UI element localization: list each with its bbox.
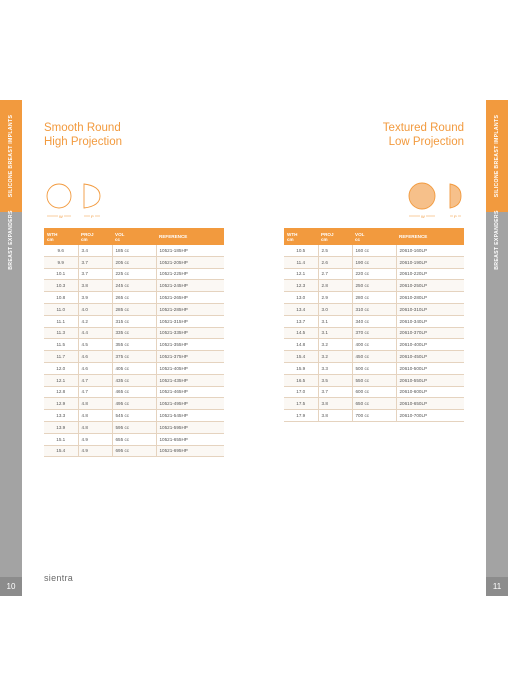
cell-projection: 4.4 bbox=[78, 327, 112, 339]
cell-volume: 335 cc bbox=[112, 327, 156, 339]
table-row bbox=[284, 386, 464, 398]
table-row bbox=[44, 280, 224, 292]
cell-width: 15.1 bbox=[44, 433, 78, 445]
cell-reference: 10521-315HP bbox=[156, 315, 224, 327]
cell-projection: 2.5 bbox=[318, 245, 352, 256]
textured-round-table bbox=[284, 228, 464, 422]
table-row bbox=[44, 386, 224, 398]
col-header-proj: PROJ cm bbox=[78, 228, 112, 245]
cell-volume: 250 cc bbox=[352, 280, 396, 292]
table-row bbox=[284, 339, 464, 351]
cell-projection: 4.6 bbox=[78, 351, 112, 363]
right-title-line1: Textured Round bbox=[382, 122, 464, 134]
textured-round-diagram bbox=[404, 182, 464, 224]
cell-width: 11.3 bbox=[44, 327, 78, 339]
cell-volume: 225 cc bbox=[112, 268, 156, 280]
proj-dim-label: P bbox=[454, 214, 457, 219]
cell-projection: 3.5 bbox=[318, 374, 352, 386]
cell-reference: 20610-650LP bbox=[396, 398, 464, 410]
cell-volume: 185 cc bbox=[112, 245, 156, 256]
cell-reference: 10521-285HP bbox=[156, 303, 224, 315]
cell-projection: 4.8 bbox=[78, 421, 112, 433]
cell-reference: 20610-220LP bbox=[396, 268, 464, 280]
table-row bbox=[44, 256, 224, 268]
cell-volume: 340 cc bbox=[352, 315, 396, 327]
cell-volume: 190 cc bbox=[352, 256, 396, 268]
page-number-right: 11 bbox=[486, 577, 508, 596]
proj-dim-label: P bbox=[91, 214, 94, 219]
table-row bbox=[284, 410, 464, 422]
table-row bbox=[44, 327, 224, 339]
table-row bbox=[44, 410, 224, 422]
cell-projection: 3.2 bbox=[318, 351, 352, 363]
cell-reference: 10521-185HP bbox=[156, 245, 224, 256]
cell-reference: 20610-310LP bbox=[396, 303, 464, 315]
page-number-left: 10 bbox=[0, 577, 22, 596]
table-row bbox=[44, 245, 224, 256]
cell-width: 12.0 bbox=[44, 362, 78, 374]
cell-width: 13.4 bbox=[284, 303, 318, 315]
cell-volume: 465 cc bbox=[112, 386, 156, 398]
left-heading bbox=[44, 121, 122, 149]
cell-projection: 3.7 bbox=[318, 386, 352, 398]
cell-volume: 655 cc bbox=[112, 433, 156, 445]
table-row bbox=[44, 315, 224, 327]
table-row bbox=[284, 315, 464, 327]
width-dim-label: W bbox=[59, 214, 63, 219]
cell-reference: 20610-600LP bbox=[396, 386, 464, 398]
cell-volume: 700 cc bbox=[352, 410, 396, 422]
cell-reference: 20610-340LP bbox=[396, 315, 464, 327]
tab-expanders-label: BREAST EXPANDERS bbox=[494, 210, 500, 270]
col-header-reference: REFERENCE bbox=[396, 228, 464, 245]
cell-width: 12.8 bbox=[44, 386, 78, 398]
cell-reference: 20610-550LP bbox=[396, 374, 464, 386]
cell-volume: 435 cc bbox=[112, 374, 156, 386]
left-title-line1: Smooth Round bbox=[44, 122, 121, 134]
cell-projection: 4.7 bbox=[78, 386, 112, 398]
cell-projection: 3.7 bbox=[78, 268, 112, 280]
cell-width: 10.1 bbox=[44, 268, 78, 280]
cell-projection: 4.2 bbox=[78, 315, 112, 327]
table-header-row bbox=[44, 228, 224, 245]
cell-volume: 550 cc bbox=[352, 374, 396, 386]
cell-projection: 3.1 bbox=[318, 315, 352, 327]
table-row bbox=[284, 256, 464, 268]
cell-projection: 4.7 bbox=[78, 374, 112, 386]
right-heading bbox=[383, 121, 464, 149]
cell-width: 12.9 bbox=[44, 398, 78, 410]
cell-width: 9.6 bbox=[44, 245, 78, 256]
table-row bbox=[44, 351, 224, 363]
cell-volume: 310 cc bbox=[352, 303, 396, 315]
cell-reference: 20610-700LP bbox=[396, 410, 464, 422]
cell-volume: 315 cc bbox=[112, 315, 156, 327]
cell-reference: 10521-375HP bbox=[156, 351, 224, 363]
cell-width: 11.1 bbox=[44, 315, 78, 327]
cell-width: 13.0 bbox=[284, 292, 318, 304]
cell-width: 17.9 bbox=[284, 410, 318, 422]
sientra-logo: sientra bbox=[44, 573, 74, 583]
cell-width: 13.7 bbox=[284, 315, 318, 327]
cell-projection: 4.8 bbox=[78, 398, 112, 410]
tab-expanders-right[interactable] bbox=[486, 212, 508, 577]
cell-reference: 20610-190LP bbox=[396, 256, 464, 268]
cell-reference: 20610-250LP bbox=[396, 280, 464, 292]
cell-width: 10.5 bbox=[284, 245, 318, 256]
cell-projection: 2.9 bbox=[318, 292, 352, 304]
table-row bbox=[44, 445, 224, 457]
tab-silicone-left[interactable] bbox=[0, 100, 22, 212]
cell-width: 9.9 bbox=[44, 256, 78, 268]
table-row bbox=[44, 303, 224, 315]
col-header-proj: PROJ cm bbox=[318, 228, 352, 245]
table-row bbox=[44, 374, 224, 386]
cell-volume: 205 cc bbox=[112, 256, 156, 268]
col-header-reference: REFERENCE bbox=[156, 228, 224, 245]
table-row bbox=[44, 433, 224, 445]
cell-width: 11.4 bbox=[284, 256, 318, 268]
table-row bbox=[44, 339, 224, 351]
cell-width: 13.9 bbox=[44, 421, 78, 433]
cell-width: 10.3 bbox=[44, 280, 78, 292]
cell-width: 17.5 bbox=[284, 398, 318, 410]
cell-volume: 285 cc bbox=[112, 303, 156, 315]
cell-volume: 600 cc bbox=[352, 386, 396, 398]
table-row bbox=[284, 280, 464, 292]
col-header-wth: WTH cm bbox=[284, 228, 318, 245]
cell-volume: 405 cc bbox=[112, 362, 156, 374]
cell-width: 11.5 bbox=[44, 339, 78, 351]
cell-projection: 4.8 bbox=[78, 410, 112, 422]
cell-projection: 3.8 bbox=[318, 398, 352, 410]
cell-reference: 10521-495HP bbox=[156, 398, 224, 410]
tab-silicone-right[interactable] bbox=[486, 100, 508, 212]
table-row bbox=[284, 362, 464, 374]
cell-width: 13.3 bbox=[44, 410, 78, 422]
cell-reference: 10521-355HP bbox=[156, 339, 224, 351]
cell-width: 11.7 bbox=[44, 351, 78, 363]
cell-reference: 10521-265HP bbox=[156, 292, 224, 304]
cell-reference: 10521-245HP bbox=[156, 280, 224, 292]
table-row bbox=[284, 351, 464, 363]
cell-volume: 375 cc bbox=[112, 351, 156, 363]
cell-reference: 10521-655HP bbox=[156, 433, 224, 445]
cell-reference: 10521-405HP bbox=[156, 362, 224, 374]
cell-width: 15.4 bbox=[284, 351, 318, 363]
table-row bbox=[44, 398, 224, 410]
cell-volume: 370 cc bbox=[352, 327, 396, 339]
table-row bbox=[284, 292, 464, 304]
brochure-spread bbox=[0, 100, 508, 596]
cell-reference: 10521-335HP bbox=[156, 327, 224, 339]
table-row bbox=[284, 398, 464, 410]
col-header-wth: WTH cm bbox=[44, 228, 78, 245]
right-title-line2: Low Projection bbox=[388, 136, 464, 148]
tab-expanders-left[interactable] bbox=[0, 212, 22, 577]
cell-projection: 3.4 bbox=[78, 245, 112, 256]
col-header-vol: VOL cc bbox=[352, 228, 396, 245]
col-header-vol: VOL cc bbox=[112, 228, 156, 245]
cell-volume: 495 cc bbox=[112, 398, 156, 410]
cell-volume: 220 cc bbox=[352, 268, 396, 280]
table-row bbox=[44, 292, 224, 304]
cell-volume: 400 cc bbox=[352, 339, 396, 351]
cell-projection: 4.6 bbox=[78, 362, 112, 374]
tab-expanders-label: BREAST EXPANDERS bbox=[8, 210, 14, 270]
cell-volume: 650 cc bbox=[352, 398, 396, 410]
smooth-round-table bbox=[44, 228, 224, 457]
cell-reference: 20610-370LP bbox=[396, 327, 464, 339]
cell-volume: 545 cc bbox=[112, 410, 156, 422]
cell-reference: 10521-545HP bbox=[156, 410, 224, 422]
cell-projection: 4.0 bbox=[78, 303, 112, 315]
cell-width: 15.4 bbox=[44, 445, 78, 457]
cell-projection: 3.7 bbox=[78, 256, 112, 268]
cell-volume: 500 cc bbox=[352, 362, 396, 374]
cell-projection: 2.7 bbox=[318, 268, 352, 280]
cell-reference: 20610-400LP bbox=[396, 339, 464, 351]
cell-projection: 4.5 bbox=[78, 339, 112, 351]
table-row bbox=[44, 268, 224, 280]
cell-volume: 595 cc bbox=[112, 421, 156, 433]
table-row bbox=[44, 362, 224, 374]
smooth-round-diagram bbox=[44, 182, 104, 224]
cell-volume: 245 cc bbox=[112, 280, 156, 292]
table-row bbox=[284, 374, 464, 386]
cell-width: 14.8 bbox=[284, 339, 318, 351]
cell-reference: 10521-465HP bbox=[156, 386, 224, 398]
cell-projection: 3.0 bbox=[318, 303, 352, 315]
cell-projection: 3.3 bbox=[318, 362, 352, 374]
cell-projection: 4.9 bbox=[78, 433, 112, 445]
cell-volume: 450 cc bbox=[352, 351, 396, 363]
table-row bbox=[284, 303, 464, 315]
cell-width: 12.3 bbox=[284, 280, 318, 292]
cell-projection: 3.8 bbox=[318, 410, 352, 422]
cell-volume: 280 cc bbox=[352, 292, 396, 304]
cell-projection: 3.8 bbox=[78, 280, 112, 292]
cell-reference: 20610-160LP bbox=[396, 245, 464, 256]
cell-projection: 2.8 bbox=[318, 280, 352, 292]
cell-reference: 20610-280LP bbox=[396, 292, 464, 304]
left-title-line2: High Projection bbox=[44, 136, 122, 148]
table-row bbox=[284, 327, 464, 339]
cell-width: 10.8 bbox=[44, 292, 78, 304]
cell-reference: 10521-595HP bbox=[156, 421, 224, 433]
cell-projection: 4.9 bbox=[78, 445, 112, 457]
cell-reference: 20610-500LP bbox=[396, 362, 464, 374]
cell-reference: 20610-450LP bbox=[396, 351, 464, 363]
cell-width: 15.9 bbox=[284, 362, 318, 374]
cell-projection: 3.9 bbox=[78, 292, 112, 304]
cell-volume: 355 cc bbox=[112, 339, 156, 351]
tab-silicone-label: SILICONE BREAST IMPLANTS bbox=[494, 114, 500, 198]
cell-width: 11.0 bbox=[44, 303, 78, 315]
cell-projection: 2.6 bbox=[318, 256, 352, 268]
cell-width: 12.1 bbox=[284, 268, 318, 280]
cell-reference: 10521-205HP bbox=[156, 256, 224, 268]
cell-volume: 160 cc bbox=[352, 245, 396, 256]
cell-width: 14.5 bbox=[284, 327, 318, 339]
cell-reference: 10521-435HP bbox=[156, 374, 224, 386]
table-row bbox=[44, 421, 224, 433]
cell-width: 17.0 bbox=[284, 386, 318, 398]
cell-projection: 3.1 bbox=[318, 327, 352, 339]
cell-projection: 3.2 bbox=[318, 339, 352, 351]
cell-reference: 10521-225HP bbox=[156, 268, 224, 280]
table-row bbox=[284, 245, 464, 256]
cell-width: 12.1 bbox=[44, 374, 78, 386]
cell-volume: 695 cc bbox=[112, 445, 156, 457]
width-dim-label: W bbox=[421, 214, 425, 219]
cell-reference: 10521-695HP bbox=[156, 445, 224, 457]
tab-silicone-label: SILICONE BREAST IMPLANTS bbox=[8, 114, 14, 198]
cell-width: 16.5 bbox=[284, 374, 318, 386]
cell-volume: 265 cc bbox=[112, 292, 156, 304]
table-header-row bbox=[284, 228, 464, 245]
table-row bbox=[284, 268, 464, 280]
